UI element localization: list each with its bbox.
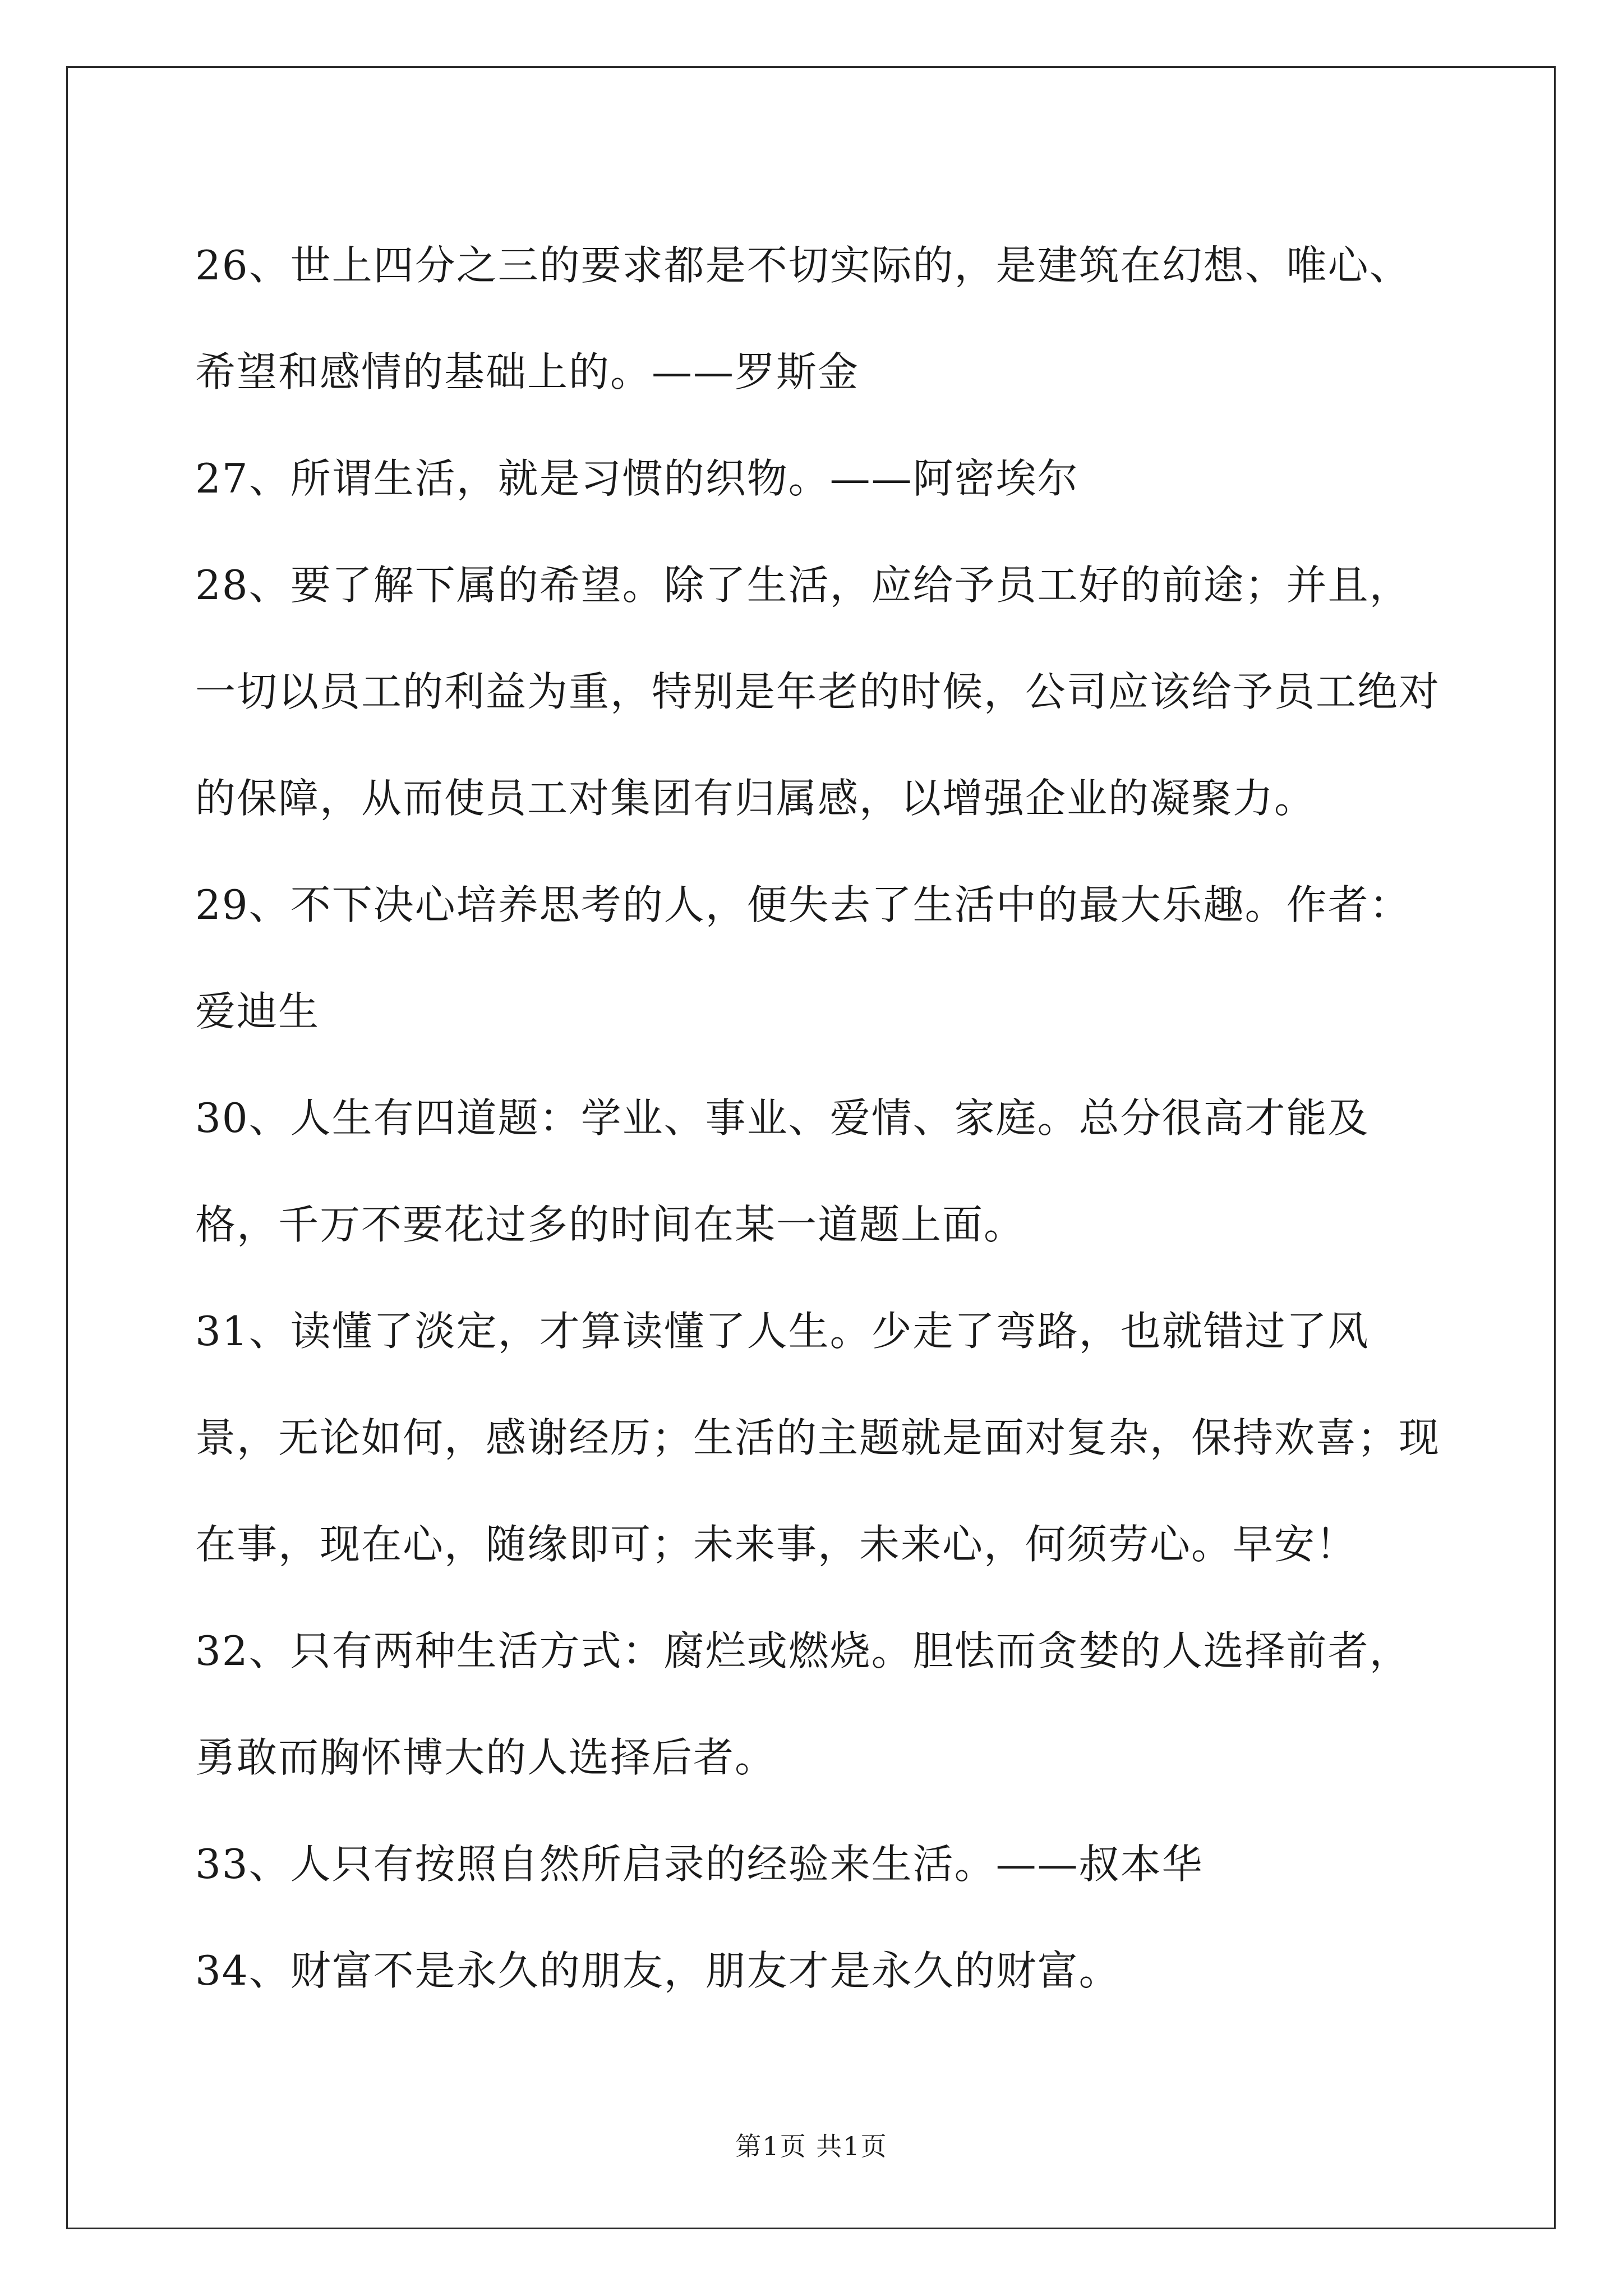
quote-paragraph-27: 27、所谓生活，就是习惯的织物。——阿密埃尔 — [195, 455, 1079, 502]
quote-paragraph-31: 31、读懂了淡定，才算读懂了人生。少走了弯路，也就错过了风景，无论如何，感谢经历；生活的主题就是面对复杂，保持欢喜；现在事，现在心，随缘即可；未来事，未来心，何须劳心。早安！ — [195, 1308, 1441, 1568]
quote-paragraph-29: 29、不下决心培养思考的人，便失去了生活中的最大乐趣。作者：爱迪生 — [195, 881, 1411, 1035]
document-body — [195, 212, 1451, 2024]
quote-paragraph-32: 32、只有两种生活方式：腐烂或燃烧。胆怯而贪婪的人选择前者，勇敢而胸怀博大的人选择后者。 — [195, 1627, 1411, 1781]
quote-paragraph-26: 26、世上四分之三的要求都是不切实际的，是建筑在幻想、唯心、希望和感情的基础上的。——罗斯金 — [195, 242, 1411, 395]
quote-paragraph-28: 28、要了解下属的希望。除了生活，应给予员工好的前途；并且，一切以员工的利益为重，特别是年老的时候，公司应该给予员工绝对的保障，从而使员工对集团有归属感，以增强企业的凝聚力。 — [195, 562, 1441, 822]
quote-paragraph-30: 30、人生有四道题：学业、事业、爱情、家庭。总分很高才能及格，千万不要花过多的时间在某一道题上面。 — [195, 1094, 1370, 1248]
quote-paragraph-34: 34、财富不是永久的朋友，朋友才是永久的财富。 — [195, 1947, 1121, 1994]
page-footer: 第1页 共1页 — [735, 2131, 888, 2161]
quote-paragraph-33: 33、人只有按照自然所启录的经验来生活。——叔本华 — [195, 1841, 1204, 1888]
